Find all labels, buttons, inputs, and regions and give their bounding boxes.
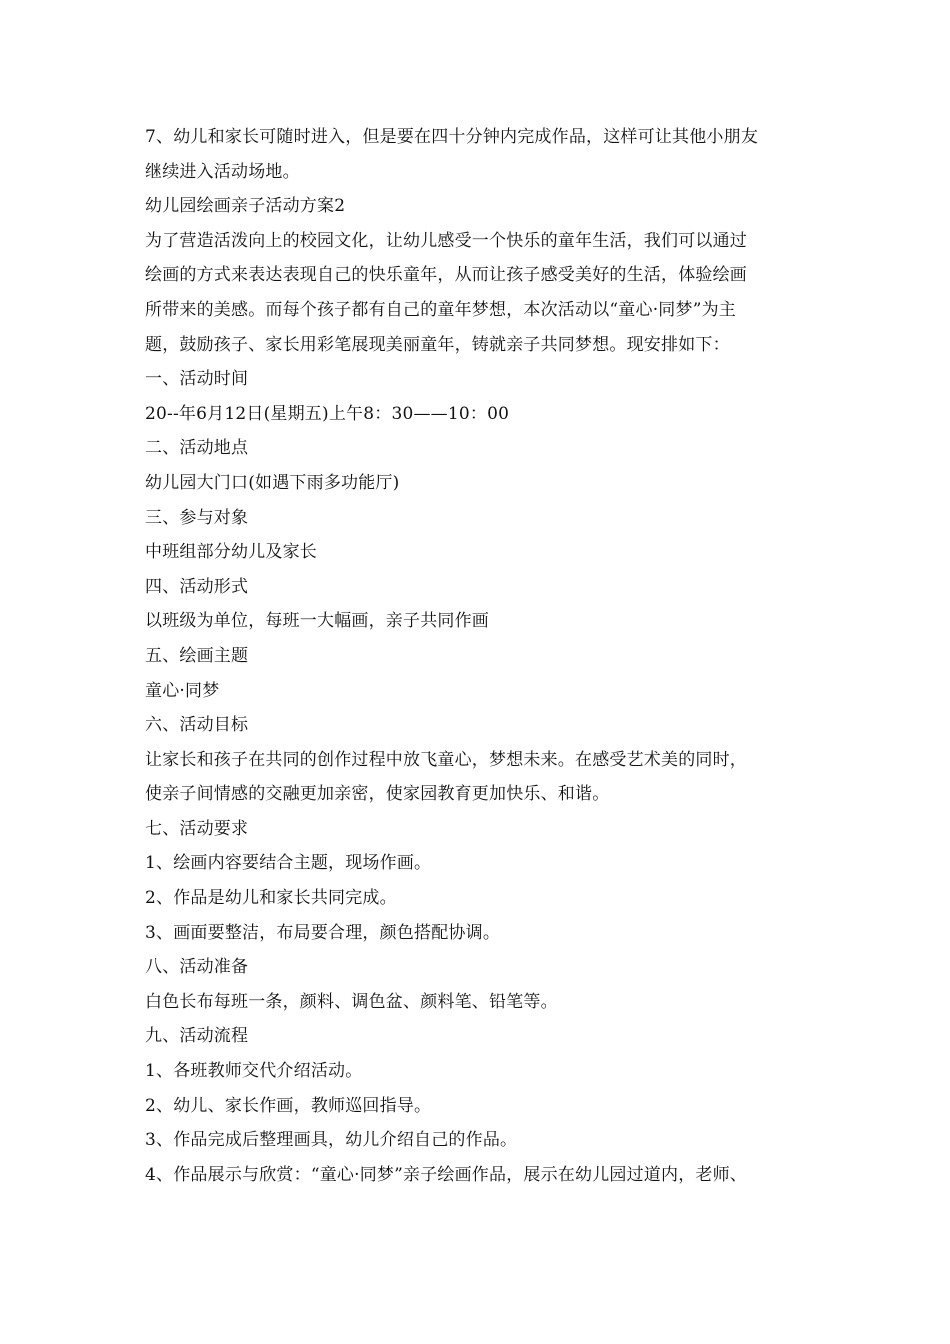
text-line: 中班组部分幼儿及家长 [145,542,317,563]
text-line: 童心·同梦 [145,680,220,701]
text-line: 为了营造活泼向上的校园文化，让幼儿感受一个快乐的童年生活，我们可以通过 [145,230,747,251]
section-title: 幼儿园绘画亲子活动方案2 [145,196,346,217]
text-line: 让家长和孩子在共同的创作过程中放飞童心，梦想未来。在感受艺术美的同时， [145,749,747,770]
text-line: 幼儿园大门口(如遇下雨多功能厅) [145,472,400,493]
heading-participants: 三、参与对象 [145,507,249,528]
text-line: 题，鼓励孩子、家长用彩笔展现美丽童年，铸就亲子共同梦想。现安排如下： [145,334,730,355]
text-line: 继续进入活动场地。 [145,161,300,182]
list-item: 3、作品完成后整理画具，幼儿介绍自己的作品。 [145,1130,518,1151]
text-line: 20--年6月12日(星期五)上午8：30——10：00 [145,403,510,424]
list-item: 2、作品是幼儿和家长共同完成。 [145,888,397,909]
heading-preparation: 八、活动准备 [145,957,249,978]
text-line: 绘画的方式来表达表现自己的快乐童年，从而让孩子感受美好的生活，体验绘画 [145,265,747,286]
text-line: 7、幼儿和家长可随时进入，但是要在四十分钟内完成作品，这样可让其他小朋友 [145,127,759,147]
list-item: 4、作品展示与欣赏：“童心·同梦”亲子绘画作品，展示在幼儿园过道内，老师、 [145,1164,747,1185]
list-item: 2、幼儿、家长作画，教师巡回指导。 [145,1095,432,1116]
heading-requirements: 七、活动要求 [145,818,249,839]
list-item: 3、画面要整洁，布局要合理，颜色搭配协调。 [145,922,501,943]
heading-goals: 六、活动目标 [145,715,249,736]
heading-time: 一、活动时间 [145,369,249,390]
text-line: 所带来的美感。而每个孩子都有自己的童年梦想，本次活动以“童心·同梦”为主 [145,299,736,320]
document-page [145,120,810,1192]
text-line: 以班级为单位，每班一大幅画，亲子共同作画 [145,611,489,632]
text-line: 使亲子间情感的交融更加亲密，使家园教育更加快乐、和谐。 [145,784,610,805]
heading-format: 四、活动形式 [145,576,249,597]
heading-process: 九、活动流程 [145,1026,249,1047]
heading-theme: 五、绘画主题 [145,645,249,666]
text-line: 白色长布每班一条，颜料、调色盆、颜料笔、铅笔等。 [145,991,558,1012]
list-item: 1、各班教师交代介绍活动。 [145,1061,363,1082]
heading-location: 二、活动地点 [145,438,249,459]
list-item: 1、绘画内容要结合主题，现场作画。 [145,853,432,874]
